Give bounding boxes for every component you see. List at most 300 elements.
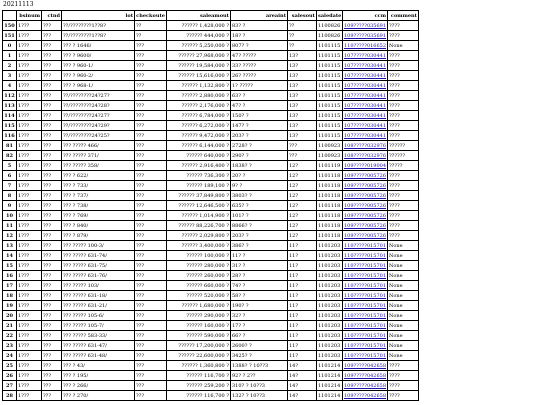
table-row (3, 281, 419, 291)
salesout-cell: 11? (288, 331, 317, 341)
table-row (3, 211, 419, 221)
table-row (3, 91, 419, 101)
ctnd-cell: ??? (42, 161, 62, 171)
ccm-link[interactable]: 110?????015701 (344, 352, 387, 359)
checkoute-cell: ??? (135, 211, 167, 221)
bsinum-cell: 1??? (17, 241, 42, 251)
checkoute-cell: ??? (135, 341, 167, 351)
lot-cell: ??? ????? 631-48/ (62, 351, 135, 361)
areaint-cell: 635? ? (231, 201, 288, 211)
lot-cell: ??? ????? 631-76/ (62, 271, 135, 281)
row-index: 114 (4, 112, 15, 119)
row-index: 26 (3, 371, 17, 381)
column-header-comment[interactable]: comment (388, 11, 419, 21)
bsinum-cell: 1??? (17, 21, 42, 31)
column-header-ctnd[interactable]: ctnd (42, 11, 62, 21)
bsinum-cell: 1??? (17, 51, 42, 61)
checkoute-cell: ??? (135, 391, 167, 401)
salesout-cell: ?? (288, 21, 317, 31)
ccm-link[interactable]: 107?????030441 (344, 62, 387, 69)
table-row (3, 61, 419, 71)
comment-cell: ???? (388, 181, 419, 191)
areaint-cell: 1388? ? 10??3 (231, 361, 288, 371)
saleamout-cell: ?????? 27,968,000 ? (167, 51, 231, 61)
ctnd-cell: ??? (42, 101, 62, 111)
row-index: 24 (3, 351, 17, 361)
ccm-link[interactable]: 110?????015701 (344, 312, 387, 319)
ccm-link[interactable]: 109?????005726 (344, 202, 387, 209)
ctnd-cell: ??? (42, 261, 62, 271)
salesout-cell: 14? (288, 361, 317, 371)
row-index: 113 (4, 102, 15, 109)
salesout-cell: 11? (288, 271, 317, 281)
ctnd-cell: ??? (42, 281, 62, 291)
salesout-cell: 11? (288, 251, 317, 261)
table-row (3, 311, 419, 321)
comment-cell: ???? (388, 111, 419, 121)
row-index: 1 (3, 51, 17, 61)
ccm-link[interactable]: 110?????015701 (344, 262, 387, 269)
comment-cell: None (388, 241, 419, 251)
ccm-link[interactable]: 109?????005726 (344, 222, 387, 229)
ctnd-cell: ??? (42, 221, 62, 231)
ccm-link[interactable]: 109?????035691 (344, 22, 387, 29)
salesout-cell: 12? (288, 171, 317, 181)
areaint-cell: 101? ? (231, 211, 288, 221)
table-row (3, 391, 419, 401)
table-row (3, 101, 419, 111)
saledate-cell: 1101214 (317, 361, 343, 371)
column-header-checkoute[interactable]: checkoute (136, 12, 165, 19)
table-row (3, 241, 419, 251)
salesout-cell: 12? (288, 221, 317, 231)
saledate-cell: 1101118 (317, 221, 343, 231)
ccm-link[interactable]: 109?????042658 (344, 382, 387, 389)
ctnd-cell: ??? (42, 201, 62, 211)
table-row (3, 41, 419, 51)
areaint-cell: 74? ? (231, 281, 288, 291)
saleamout-cell: ?????? 6,272,000 ? (167, 121, 231, 131)
saleamout-cell: ?????? 19,584,000 ? (167, 61, 231, 71)
ccm-link[interactable]: 107?????030441 (344, 72, 387, 79)
checkoute-cell: ??? (135, 131, 167, 141)
saledate-cell: 1101203 (317, 311, 343, 321)
table-row (3, 121, 419, 131)
table-row (3, 151, 419, 161)
saledate-cell: 1101203 (317, 291, 343, 301)
column-header-salesout[interactable]: salesout (288, 11, 317, 21)
checkoute-cell: ??? (135, 381, 167, 391)
bsinum-cell: 1??? (17, 361, 42, 371)
column-header-ccm[interactable]: ccm (343, 11, 388, 21)
ccm-link[interactable]: 109?????042658 (344, 392, 387, 399)
areaint-cell: 203? ? (231, 231, 288, 241)
salesout-cell: 14? (288, 371, 317, 381)
lot-cell: ??? ? 266/ (62, 381, 135, 391)
bsinum-cell: 1??? (17, 351, 42, 361)
lot-cell: ??? ????? 466/ (62, 141, 135, 151)
checkoute-cell: ??? (135, 121, 167, 131)
comment-cell: None (388, 271, 419, 281)
row-index: 4 (3, 81, 17, 91)
column-header-index[interactable] (3, 11, 17, 21)
saleamout-cell: ?????? 37,849,800 ? (167, 191, 231, 201)
salesout-cell: 11? (288, 261, 317, 271)
comment-cell: ???? (388, 21, 419, 31)
areaint-cell: 190? ? (231, 301, 288, 311)
ctnd-cell: ??? (42, 21, 62, 31)
lot-cell: ??? ? 1646/ (62, 41, 135, 51)
salesout-cell: ?? (288, 31, 317, 41)
row-index: 2 (3, 61, 17, 71)
ccm-link[interactable]: 107?????030441 (344, 122, 387, 129)
salesout-cell: 13? (288, 91, 317, 101)
table-row (3, 321, 419, 331)
checkoute-cell: ?? (135, 21, 167, 31)
areaint-cell: 83? ? (231, 21, 288, 31)
comment-cell: None (388, 251, 419, 261)
ctnd-cell: ??? (42, 141, 62, 151)
table-row (3, 361, 419, 371)
lot-cell: ??/????????24?27? (62, 91, 135, 101)
saleamout-cell: ?????? 17,200,000 ? (167, 341, 231, 351)
saledate-cell: 1100923 (317, 151, 343, 161)
saleamout-cell: ?????? 189,100 ? (167, 181, 231, 191)
checkoute-cell: ??? (135, 171, 167, 181)
ccm-link[interactable]: 108?????032976 (344, 142, 387, 149)
checkoute-cell: ??? (135, 191, 167, 201)
bsinum-cell: 1??? (17, 181, 42, 191)
areaint-cell: 8866? ? (231, 221, 288, 231)
ctnd-cell: ??? (42, 291, 62, 301)
checkoute-cell: ??? (135, 331, 167, 341)
saledate-cell: 1101115 (317, 121, 343, 131)
ccm-link[interactable]: 110?????015701 (344, 332, 387, 339)
saleamout-cell: ?????? 6,784,000 ? (167, 111, 231, 121)
ccm-link[interactable]: 109?????005726 (344, 182, 387, 189)
checkoute-cell: ??? (135, 61, 167, 71)
table-row (3, 171, 419, 181)
saledate-cell: 1101118 (317, 231, 343, 241)
areaint-cell: 3803? ? (231, 191, 288, 201)
comment-cell: None (388, 341, 419, 351)
saleamout-cell: ?????? 290,000 ? (167, 311, 231, 321)
ccm-link[interactable]: 109?????005726 (344, 172, 387, 179)
comment-cell: None (388, 41, 419, 51)
row-index: 81 (3, 141, 17, 151)
checkoute-cell: ?? (135, 31, 167, 41)
checkoute-cell: ??? (135, 241, 167, 251)
saleamout-cell: ?????? 15,616,000 ? (167, 71, 231, 81)
table-row (3, 271, 419, 281)
comment-cell: None (388, 281, 419, 291)
table-row (3, 231, 419, 241)
bsinum-cell: 1??? (17, 271, 42, 281)
saledate-cell: 1101203 (317, 271, 343, 281)
salesout-cell: 11? (288, 241, 317, 251)
bsinum-cell: 1??? (17, 331, 42, 341)
table-row (3, 191, 419, 201)
salesout-cell: 12? (288, 231, 317, 241)
ccm-link[interactable]: 109?????042658 (344, 362, 387, 369)
column-header-saleamout[interactable]: saleamout (167, 11, 231, 21)
ctnd-cell: ??? (42, 241, 62, 251)
ctnd-cell: ??? (42, 171, 62, 181)
saledate-cell: 1101203 (317, 321, 343, 331)
ctnd-cell: ??? (42, 191, 62, 201)
saledate-cell: 1101118 (317, 201, 343, 211)
ccm-link[interactable]: 107?????030441 (344, 102, 387, 109)
bsinum-cell: 1??? (17, 41, 42, 51)
ccm-link[interactable]: 107?????030441 (344, 132, 387, 139)
row-index: 23 (3, 341, 17, 351)
ccm-link[interactable]: 108?????032976 (344, 152, 387, 159)
ctnd-cell: ??? (42, 91, 62, 101)
checkoute-cell: ??? (135, 41, 167, 51)
bsinum-cell: 1??? (17, 281, 42, 291)
saleamout-cell: ?????? 116,700 ? (167, 371, 231, 381)
lot-cell: ??/????????24?25? (62, 131, 135, 141)
areaint-cell: 32? ? (231, 311, 288, 321)
checkoute-cell: ??? (135, 141, 167, 151)
comment-cell: None (388, 311, 419, 321)
table-row (3, 81, 419, 91)
row-index: 19 (3, 301, 17, 311)
checkoute-cell: ??? (135, 151, 167, 161)
lot-cell: ??? ? 879/ (62, 231, 135, 241)
column-header-areaint[interactable]: areaint (231, 11, 288, 21)
ctnd-cell: ??? (42, 111, 62, 121)
lot-cell: ??? ? 270/ (62, 391, 135, 401)
saleamout-cell: ?????? 12,646,500 ? (167, 201, 231, 211)
salesout-cell: 14? (288, 381, 317, 391)
lot-cell: ??/????????24?27? (62, 111, 135, 121)
saledate-cell: 1101214 (317, 391, 343, 401)
lot-cell: ??? ????? 358/ (62, 161, 135, 171)
ctnd-cell: ??? (42, 321, 62, 331)
saleamout-cell: ?????? 260,000 ? (167, 271, 231, 281)
saledate-cell: 1101203 (317, 261, 343, 271)
row-index: 14 (3, 251, 17, 261)
ccm-link[interactable]: 110?????016652 (344, 42, 387, 49)
checkoute-cell: ??? (135, 181, 167, 191)
salesout-cell: 13? (288, 131, 317, 141)
ctnd-cell: ??? (42, 31, 62, 41)
comment-cell: ???? (388, 231, 419, 241)
ccm-link[interactable]: 110?????015701 (344, 342, 387, 349)
comment-cell: ????? (388, 161, 419, 171)
saledate-cell: 1101115 (317, 41, 343, 51)
ccm-link[interactable]: 109?????019004 (344, 162, 387, 169)
comment-cell: ???? (388, 201, 419, 211)
saleamout-cell: ?????? 3,400,000 ? (167, 241, 231, 251)
ctnd-cell: ??? (42, 301, 62, 311)
ccm-link[interactable]: 107?????030441 (344, 82, 387, 89)
lot-cell: ??? ????? 105-7/ (62, 321, 135, 331)
lot-cell: ??? ? 43/ (62, 361, 135, 371)
lot-cell: ??? ? 733/ (62, 181, 135, 191)
areaint-cell: 58? ? (231, 291, 288, 301)
saleamout-cell: ?????? 9,472,000 ? (167, 131, 231, 141)
ccm-link[interactable]: 109?????005726 (344, 232, 387, 239)
ccm-link[interactable]: 110?????015701 (344, 272, 387, 279)
ctnd-cell: ??? (42, 381, 62, 391)
saleamout-cell: ?????? 2,880,000 ? (167, 91, 231, 101)
sheet-title: 20211113 (3, 1, 34, 8)
column-header-bsinum[interactable]: bsinum (17, 11, 42, 21)
lot-cell: ??? ????? 631-21/ (62, 301, 135, 311)
column-header-saledate[interactable]: saledate (318, 12, 342, 19)
saleamout-cell: ?????? 160,000 ? (167, 321, 231, 331)
ctnd-cell: ??? (42, 151, 62, 161)
salesout-cell: 13? (288, 71, 317, 81)
comment-cell: ???? (388, 61, 419, 71)
ccm-link[interactable]: 109?????042658 (344, 372, 387, 379)
saleamout-cell: ?????? 520,000 ? (167, 291, 231, 301)
data-table (2, 10, 419, 401)
saledate-cell: 1100826 (317, 21, 343, 31)
row-index: 25 (3, 361, 17, 371)
ccm-link[interactable]: 109?????005726 (344, 212, 387, 219)
salesout-cell: 12? (288, 161, 317, 171)
areaint-cell: 28? ? (231, 271, 288, 281)
saledate-cell: 1101118 (317, 181, 343, 191)
table-row (3, 131, 419, 141)
comment-cell: ???? (388, 131, 419, 141)
comment-cell: ???? (388, 211, 419, 221)
comment-cell: ???? (388, 361, 419, 371)
ccm-link[interactable]: 110?????015701 (344, 302, 387, 309)
saleamout-cell: ?????? 22,600,000 ? (167, 351, 231, 361)
saleamout-cell: ?????? 2,916,400 ? (167, 161, 231, 171)
bsinum-cell: 1??? (17, 101, 42, 111)
ccm-link[interactable]: 110?????015701 (344, 322, 387, 329)
areaint-cell: 147? ? (231, 121, 288, 131)
salesout-cell: 11? (288, 351, 317, 361)
bsinum-cell: 1??? (17, 381, 42, 391)
table-row (3, 111, 419, 121)
column-header-lot[interactable]: lot (62, 11, 135, 21)
bsinum-cell: 1??? (17, 171, 42, 181)
bsinum-cell: 1??? (17, 211, 42, 221)
table-row (3, 251, 419, 261)
comment-cell: ???? (388, 191, 419, 201)
table-row (3, 221, 419, 231)
table-row (3, 351, 419, 361)
table-row (3, 341, 419, 351)
row-index: 17 (3, 281, 17, 291)
checkoute-cell: ??? (135, 201, 167, 211)
bsinum-cell: 1??? (17, 231, 42, 241)
row-index: 5 (3, 161, 17, 171)
salesout-cell: ??? (288, 141, 317, 151)
ctnd-cell: ??? (42, 61, 62, 71)
lot-cell: ??/????????1??8? (62, 21, 135, 31)
bsinum-cell: 1??? (17, 131, 42, 141)
ctnd-cell: ??? (42, 251, 62, 261)
areaint-cell: 1? ????? (231, 81, 288, 91)
lot-cell: ??? ? 960-1/ (62, 61, 135, 71)
lot-cell: ??/????????24?28? (62, 101, 135, 111)
saledate-cell: 1101115 (317, 71, 343, 81)
areaint-cell: 9? ? (231, 181, 288, 191)
table-row (3, 71, 419, 81)
row-index: 6 (3, 171, 17, 181)
ctnd-cell: ??? (42, 391, 62, 401)
row-index: 10 (3, 211, 17, 221)
table-row (3, 141, 419, 151)
table-row (3, 31, 419, 41)
comment-cell: ???? (388, 101, 419, 111)
saledate-cell: 1101115 (317, 131, 343, 141)
checkoute-cell: ??? (135, 161, 167, 171)
header-row (3, 11, 419, 21)
ccm-link[interactable]: 110?????015701 (344, 292, 387, 299)
row-index: 112 (4, 92, 15, 99)
ccm-link[interactable]: 110?????015701 (344, 242, 387, 249)
checkoute-cell: ??? (135, 71, 167, 81)
comment-cell: ???? (388, 81, 419, 91)
comment-cell: ???? (388, 51, 419, 61)
saledate-cell: 1101203 (317, 331, 343, 341)
ccm-link[interactable]: 110?????015701 (344, 282, 387, 289)
saleamout-cell: ?????? 88,226,700 ? (167, 221, 231, 231)
comment-cell: ???? (388, 31, 419, 41)
salesout-cell: ?? (288, 41, 317, 51)
row-index: 13 (3, 241, 17, 251)
lot-cell: ??? ? 195/ (62, 371, 135, 381)
row-index: 15 (3, 261, 17, 271)
row-index: 21 (3, 321, 17, 331)
table-row (3, 21, 419, 31)
ccm-link[interactable]: 107?????030441 (344, 112, 387, 119)
row-index: 0 (3, 41, 17, 51)
row-index: 22 (3, 331, 17, 341)
saleamout-cell: ?????? 2,029,800 ? (167, 231, 231, 241)
ctnd-cell: ??? (42, 311, 62, 321)
ccm-link[interactable]: 109?????005726 (344, 192, 387, 199)
ccm-link[interactable]: 107?????030441 (344, 52, 387, 59)
areaint-cell: 290? ? (231, 151, 288, 161)
salesout-cell: 13? (288, 61, 317, 71)
checkoute-cell: ??? (135, 111, 167, 121)
saleamout-cell: ?????? 116,700 ? (167, 391, 231, 401)
saledate-cell: 1101214 (317, 371, 343, 381)
saledate-cell: 1101118 (317, 171, 343, 181)
row-index: 3 (3, 71, 17, 81)
saledate-cell: 1101115 (317, 101, 343, 111)
checkoute-cell: ??? (135, 101, 167, 111)
saleamout-cell: ?????? 660,000 ? (167, 281, 231, 291)
ccm-link[interactable]: 109?????035691 (344, 32, 387, 39)
bsinum-cell: 1??? (17, 31, 42, 41)
areaint-cell: 66? ? (231, 331, 288, 341)
areaint-cell: 3425? ? (231, 351, 288, 361)
checkoute-cell: ??? (135, 291, 167, 301)
saledate-cell: 1100826 (317, 31, 343, 41)
comment-cell: ???? (388, 71, 419, 81)
bsinum-cell: 1??? (17, 301, 42, 311)
row-index: 151 (4, 32, 15, 39)
table-row (3, 331, 419, 341)
salesout-cell: 13? (288, 111, 317, 121)
ccm-link[interactable]: 110?????015701 (344, 252, 387, 259)
ccm-link[interactable]: 107?????030441 (344, 92, 387, 99)
bsinum-cell: 1??? (17, 201, 42, 211)
table-row (3, 261, 419, 271)
saleamout-cell: ?????? 590,000 ? (167, 331, 231, 341)
table-body (3, 21, 419, 401)
